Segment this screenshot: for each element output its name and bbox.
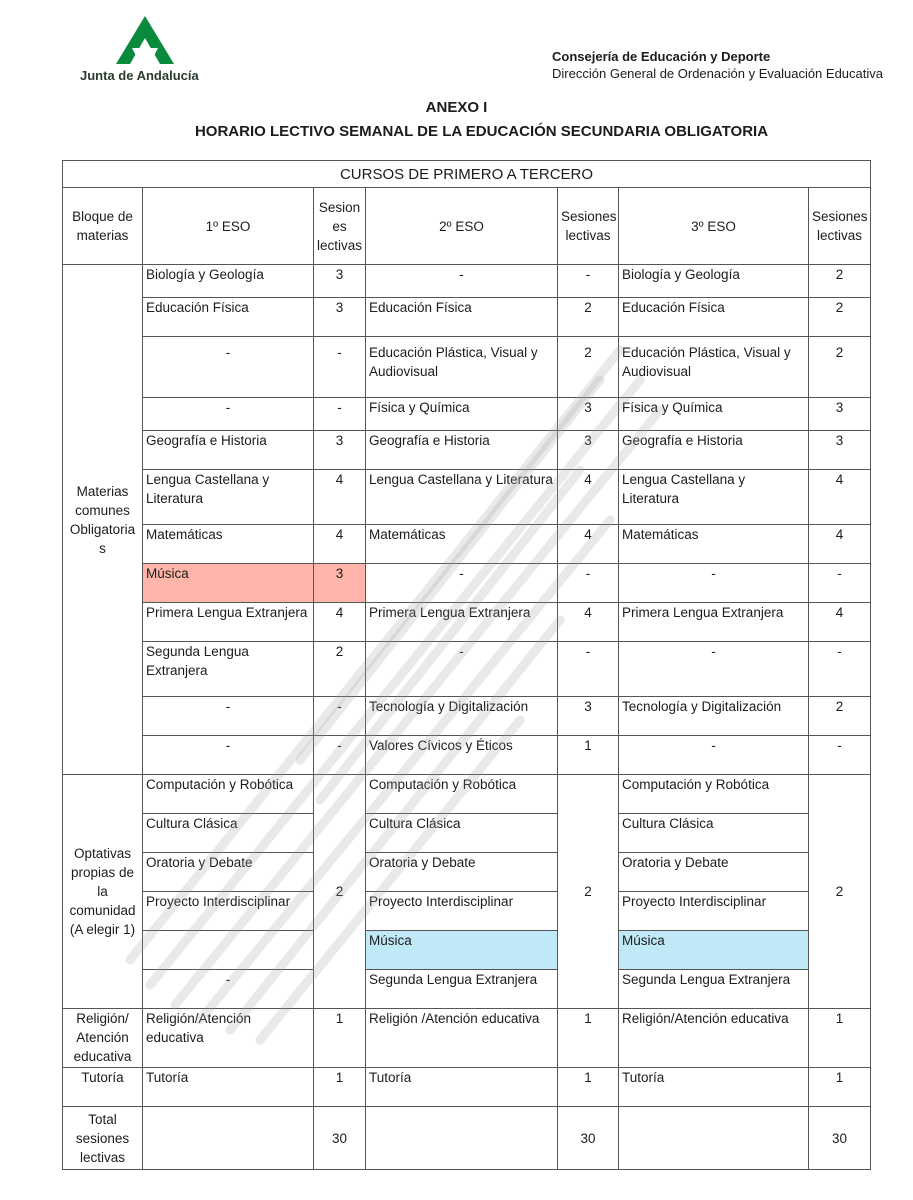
sessions-1eso: 3 xyxy=(314,298,366,337)
total-2eso: 30 xyxy=(558,1107,619,1170)
subject-2eso: Física y Química xyxy=(366,398,558,431)
organization-block xyxy=(552,48,883,82)
subject-2eso: Valores Cívicos y Éticos xyxy=(366,736,558,775)
subject-2eso: Proyecto Interdisciplinar xyxy=(366,892,558,931)
header-eso2: 2º ESO xyxy=(366,188,558,265)
table-row xyxy=(63,853,871,892)
header-eso1: 1º ESO xyxy=(143,188,314,265)
table-row xyxy=(63,697,871,736)
junta-logo-icon xyxy=(114,14,176,66)
sessions-1eso: 4 xyxy=(314,603,366,642)
block-religion: Religión/ Atención educativa xyxy=(63,1009,143,1068)
sessions-1eso: - xyxy=(314,697,366,736)
total-3eso: 30 xyxy=(809,1107,871,1170)
subject-2eso: Educación Plástica, Visual y Audiovisual xyxy=(366,337,558,398)
subject-3eso: - xyxy=(619,642,809,697)
subject-3eso: - xyxy=(619,564,809,603)
subject-1eso: Biología y Geología xyxy=(143,265,314,298)
table-header-row xyxy=(63,188,871,265)
annex-title: ANEXO I xyxy=(425,99,488,116)
sessions-1eso: 3 xyxy=(314,431,366,470)
sessions-2eso: 1 xyxy=(558,1009,619,1068)
header-sessions2: Sesiones lectivas xyxy=(558,188,619,265)
sessions-3eso: 2 xyxy=(809,697,871,736)
subject-2eso: Primera Lengua Extranjera xyxy=(366,603,558,642)
empty-cell xyxy=(143,1107,314,1170)
subject-3eso: Proyecto Interdisciplinar xyxy=(619,892,809,931)
main-title: HORARIO LECTIVO SEMANAL DE LA EDUCACIÓN SECUNDARIA OBLIGATORIA xyxy=(194,123,769,140)
table-row xyxy=(63,525,871,564)
sessions-3eso: 4 xyxy=(809,603,871,642)
sessions-2eso: 4 xyxy=(558,603,619,642)
sessions-1eso: 2 xyxy=(314,642,366,697)
sessions-2eso: 1 xyxy=(558,1068,619,1107)
logo-text: Junta de Andalucía xyxy=(80,68,199,83)
subject-2eso: - xyxy=(366,642,558,697)
empty-cell xyxy=(366,1107,558,1170)
header-eso3: 3º ESO xyxy=(619,188,809,265)
sessions-2eso: 4 xyxy=(558,525,619,564)
subject-2eso: Segunda Lengua Extranjera xyxy=(366,970,558,1009)
sessions-3eso: 1 xyxy=(809,1009,871,1068)
subject-2eso: Oratoria y Debate xyxy=(366,853,558,892)
sessions-3eso: 4 xyxy=(809,470,871,525)
sessions-3eso: - xyxy=(809,736,871,775)
subject-1eso: - xyxy=(143,697,314,736)
subject-2eso-musica-highlighted: Música xyxy=(366,931,558,970)
sessions-2eso: 3 xyxy=(558,398,619,431)
block-optional: Optativas propias de la comunidad (A elegir 1) xyxy=(63,775,143,1009)
subject-2eso: Tutoría xyxy=(366,1068,558,1107)
table-banner-row xyxy=(63,161,871,188)
sessions-2eso: 2 xyxy=(558,775,619,1009)
subject-2eso: Geografía e Historia xyxy=(366,431,558,470)
subject-1eso: - xyxy=(143,337,314,398)
subject-1eso: - xyxy=(143,736,314,775)
block-total: Total sesiones lectivas xyxy=(63,1107,143,1170)
sessions-3eso: - xyxy=(809,564,871,603)
subject-2eso: Matemáticas xyxy=(366,525,558,564)
subject-2eso: Cultura Clásica xyxy=(366,814,558,853)
header-sessions3: Sesiones lectivas xyxy=(809,188,871,265)
subject-1eso: Segunda Lengua Extranjera xyxy=(143,642,314,697)
table-row xyxy=(63,814,871,853)
sessions-3eso: 2 xyxy=(809,265,871,298)
table-row xyxy=(63,736,871,775)
subject-3eso: Matemáticas xyxy=(619,525,809,564)
subject-1eso: Oratoria y Debate xyxy=(143,853,314,892)
schedule-table xyxy=(62,160,871,1170)
table-row xyxy=(63,1009,871,1068)
subject-2eso: Lengua Castellana y Literatura xyxy=(366,470,558,525)
table-row xyxy=(63,931,871,970)
sessions-1eso: 1 xyxy=(314,1068,366,1107)
table-row xyxy=(63,642,871,697)
table-row xyxy=(63,298,871,337)
subject-3eso: Oratoria y Debate xyxy=(619,853,809,892)
sessions-3eso: 2 xyxy=(809,775,871,1009)
sessions-3eso: 1 xyxy=(809,1068,871,1107)
subject-3eso: Geografía e Historia xyxy=(619,431,809,470)
subject-1eso-musica-highlighted: Música xyxy=(143,564,314,603)
table-row xyxy=(63,470,871,525)
sessions-1eso: 2 xyxy=(314,775,366,1009)
total-1eso: 30 xyxy=(314,1107,366,1170)
subject-1eso: Tutoría xyxy=(143,1068,314,1107)
block-tutoria: Tutoría xyxy=(63,1068,143,1107)
subject-1eso: Cultura Clásica xyxy=(143,814,314,853)
sessions-2eso: 2 xyxy=(558,298,619,337)
table-row xyxy=(63,431,871,470)
subject-3eso: Física y Química xyxy=(619,398,809,431)
document-titles xyxy=(0,96,913,144)
sessions-1eso: - xyxy=(314,337,366,398)
table-row xyxy=(63,337,871,398)
subject-1eso: Primera Lengua Extranjera xyxy=(143,603,314,642)
subject-1eso: - xyxy=(143,970,314,1009)
sessions-2eso: 2 xyxy=(558,337,619,398)
sessions-1eso: 4 xyxy=(314,525,366,564)
subject-2eso: Computación y Robótica xyxy=(366,775,558,814)
subject-1eso: - xyxy=(143,398,314,431)
table-row xyxy=(63,398,871,431)
subject-3eso: Tecnología y Digitalización xyxy=(619,697,809,736)
subject-3eso: Segunda Lengua Extranjera xyxy=(619,970,809,1009)
org-name: Consejería de Educación y Deporte xyxy=(552,49,771,64)
empty-cell xyxy=(619,1107,809,1170)
subject-1eso: Educación Física xyxy=(143,298,314,337)
table-row xyxy=(63,265,871,298)
sessions-2eso: 3 xyxy=(558,697,619,736)
subject-2eso: Tecnología y Digitalización xyxy=(366,697,558,736)
sessions-1eso: 3 xyxy=(314,265,366,298)
subject-3eso: Tutoría xyxy=(619,1068,809,1107)
table-banner: CURSOS DE PRIMERO A TERCERO xyxy=(63,161,871,188)
subject-1eso: Religión/Atención educativa xyxy=(143,1009,314,1068)
subject-2eso: Educación Física xyxy=(366,298,558,337)
sessions-3eso: 2 xyxy=(809,337,871,398)
sessions-3eso: 3 xyxy=(809,398,871,431)
subject-2eso: Religión /Atención educativa xyxy=(366,1009,558,1068)
sessions-1eso: - xyxy=(314,398,366,431)
subject-1eso: Proyecto Interdisciplinar xyxy=(143,892,314,931)
sessions-1eso: 1 xyxy=(314,1009,366,1068)
sessions-1eso: 3 xyxy=(314,564,366,603)
subject-1eso: Lengua Castellana y Literatura xyxy=(143,470,314,525)
sessions-2eso: 1 xyxy=(558,736,619,775)
subject-1eso xyxy=(143,931,314,970)
table-row xyxy=(63,1068,871,1107)
subject-1eso: Computación y Robótica xyxy=(143,775,314,814)
org-department: Dirección General de Ordenación y Evaluación Educativa xyxy=(552,66,883,81)
sessions-1eso: - xyxy=(314,736,366,775)
subject-3eso: Educación Plástica, Visual y Audiovisual xyxy=(619,337,809,398)
sessions-3eso: 3 xyxy=(809,431,871,470)
subject-3eso: Biología y Geología xyxy=(619,265,809,298)
sessions-3eso: 4 xyxy=(809,525,871,564)
subject-2eso: - xyxy=(366,564,558,603)
table-row xyxy=(63,1107,871,1170)
table-row xyxy=(63,970,871,1009)
subject-1eso: Matemáticas xyxy=(143,525,314,564)
sessions-2eso: 4 xyxy=(558,470,619,525)
subject-3eso: Lengua Castellana y Literatura xyxy=(619,470,809,525)
sessions-1eso: 4 xyxy=(314,470,366,525)
subject-3eso: Cultura Clásica xyxy=(619,814,809,853)
sessions-3eso: - xyxy=(809,642,871,697)
subject-3eso: Educación Física xyxy=(619,298,809,337)
table-row xyxy=(63,892,871,931)
table-row xyxy=(63,564,871,603)
block-common: Materias comunes Obligatoria s xyxy=(63,265,143,775)
subject-1eso: Geografía e Historia xyxy=(143,431,314,470)
header-sessions1: Sesion es lectivas xyxy=(314,188,366,265)
table-row xyxy=(63,775,871,814)
junta-logo xyxy=(68,10,228,90)
subject-3eso: Religión/Atención educativa xyxy=(619,1009,809,1068)
header-block: Bloque de materias xyxy=(63,188,143,265)
sessions-2eso: - xyxy=(558,265,619,298)
sessions-3eso: 2 xyxy=(809,298,871,337)
sessions-2eso: 3 xyxy=(558,431,619,470)
subject-3eso: Primera Lengua Extranjera xyxy=(619,603,809,642)
subject-3eso: - xyxy=(619,736,809,775)
subject-2eso: - xyxy=(366,265,558,298)
sessions-2eso: - xyxy=(558,642,619,697)
table-row xyxy=(63,603,871,642)
sessions-2eso: - xyxy=(558,564,619,603)
subject-3eso: Computación y Robótica xyxy=(619,775,809,814)
subject-3eso-musica-highlighted: Música xyxy=(619,931,809,970)
